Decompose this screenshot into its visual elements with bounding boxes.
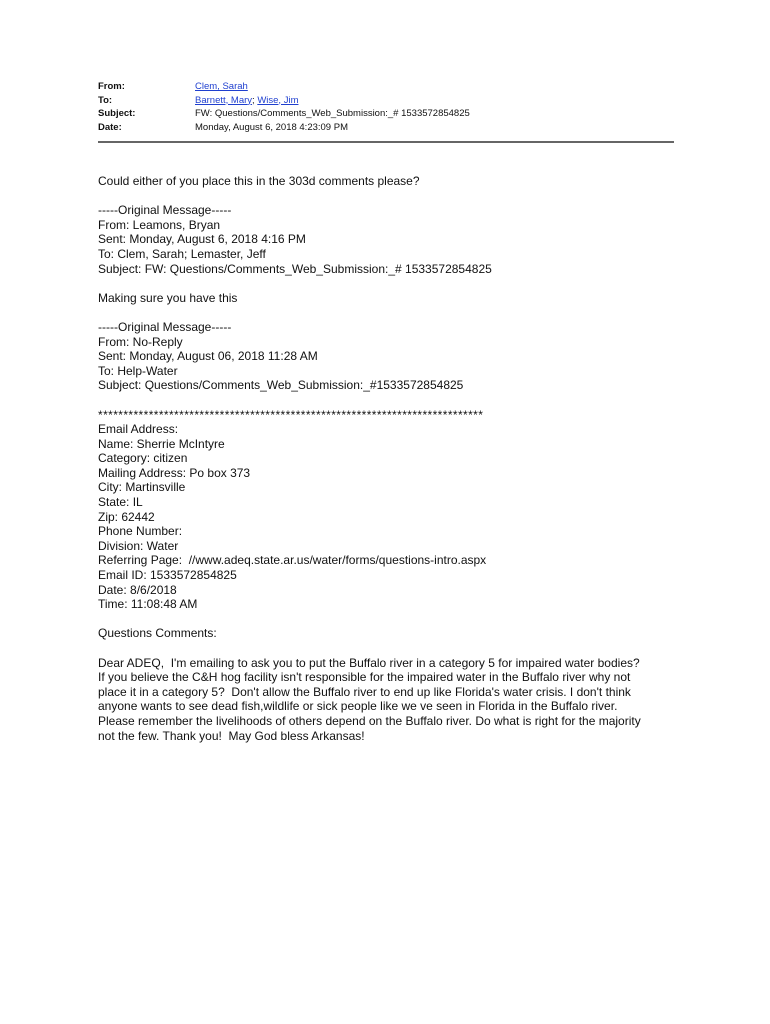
form-time: Time: 11:08:48 AM xyxy=(98,597,198,612)
form-category: Category: citizen xyxy=(98,451,188,466)
form-referring: Referring Page: //www.adeq.state.ar.us/water/forms/questions-intro.aspx xyxy=(98,553,487,568)
date-label: Date: xyxy=(98,121,122,133)
subject-label: Subject: xyxy=(98,108,136,119)
comment-line: anyone wants to see dead fish,wildlife or sick people like we ve seen in Florida in the Buffalo river. xyxy=(98,699,618,714)
fwd2-sent: Sent: Monday, August 06, 2018 11:28 AM xyxy=(98,349,318,364)
fwd2-to: To: Help-Water xyxy=(98,363,178,378)
date-value: Monday, August 6, 2018 4:23:09 PM xyxy=(195,121,348,133)
original-message-marker-1: -----Original Message----- xyxy=(98,203,232,218)
form-email: Email Address: xyxy=(98,422,179,437)
comment-line: If you believe the C&H hog facility isn't responsible for the impaired water in the Buffalo river why not xyxy=(98,670,631,685)
form-name: Name: Sherrie McIntyre xyxy=(98,436,225,451)
to-link-1[interactable]: Barnett, Mary xyxy=(195,94,253,106)
from-link[interactable]: Clem, Sarah xyxy=(195,81,248,92)
form-mailing: Mailing Address: Po box 373 xyxy=(98,465,251,480)
date-row xyxy=(98,121,674,135)
to-row xyxy=(98,94,674,108)
comment-line: not the few. Thank you! May God bless Arkansas! xyxy=(98,728,365,743)
to-separator: ; xyxy=(252,94,258,106)
email-body xyxy=(98,174,698,743)
form-date: Date: 8/6/2018 xyxy=(98,582,177,597)
star-separator: **************************************************************************** xyxy=(98,407,484,422)
intro-text: Could either of you place this in the 303d comments please? xyxy=(98,174,420,188)
form-division: Division: Water xyxy=(98,538,179,553)
subject-row xyxy=(98,107,674,121)
from-label: From: xyxy=(98,81,125,92)
from-row xyxy=(98,80,674,94)
form-state: State: IL xyxy=(98,495,143,510)
fwd1-subject: Subject: FW: Questions/Comments_Web_Submission:_# 1533572854825 xyxy=(98,261,492,276)
questions-label: Questions Comments: xyxy=(98,626,217,641)
to-link-2[interactable]: Wise, Jim xyxy=(257,94,299,106)
fwd1-sent: Sent: Monday, August 6, 2018 4:16 PM xyxy=(98,232,306,247)
note-text: Making sure you have this xyxy=(98,290,238,305)
form-email-id: Email ID: 1533572854825 xyxy=(98,568,237,583)
comment-line: place it in a category 5? Don't allow the Buffalo river to end up like Florida's water crisis. I don't think xyxy=(98,684,631,699)
subject-value: FW: Questions/Comments_Web_Submission:_# 1533572854825 xyxy=(195,108,470,119)
header-divider xyxy=(98,141,674,143)
comment-line: Please remember the livelihoods of others depend on the Buffalo river. Do what is right for the majority xyxy=(98,713,641,728)
form-zip: Zip: 62442 xyxy=(98,509,155,524)
original-message-marker-2: -----Original Message----- xyxy=(98,319,232,334)
email-header xyxy=(98,80,674,134)
to-label: To: xyxy=(98,94,113,106)
fwd1-from: From: Leamons, Bryan xyxy=(98,217,221,232)
form-city: City: Martinsville xyxy=(98,480,186,495)
fwd2-from: From: No-Reply xyxy=(98,334,183,349)
fwd2-subject: Subject: Questions/Comments_Web_Submission:_#1533572854825 xyxy=(98,378,464,393)
comment-line: Dear ADEQ, I'm emailing to ask you to put the Buffalo river in a category 5 for impaired water bodies? xyxy=(98,655,640,670)
fwd1-to: To: Clem, Sarah; Lemaster, Jeff xyxy=(98,246,266,261)
form-phone: Phone Number: xyxy=(98,524,183,539)
